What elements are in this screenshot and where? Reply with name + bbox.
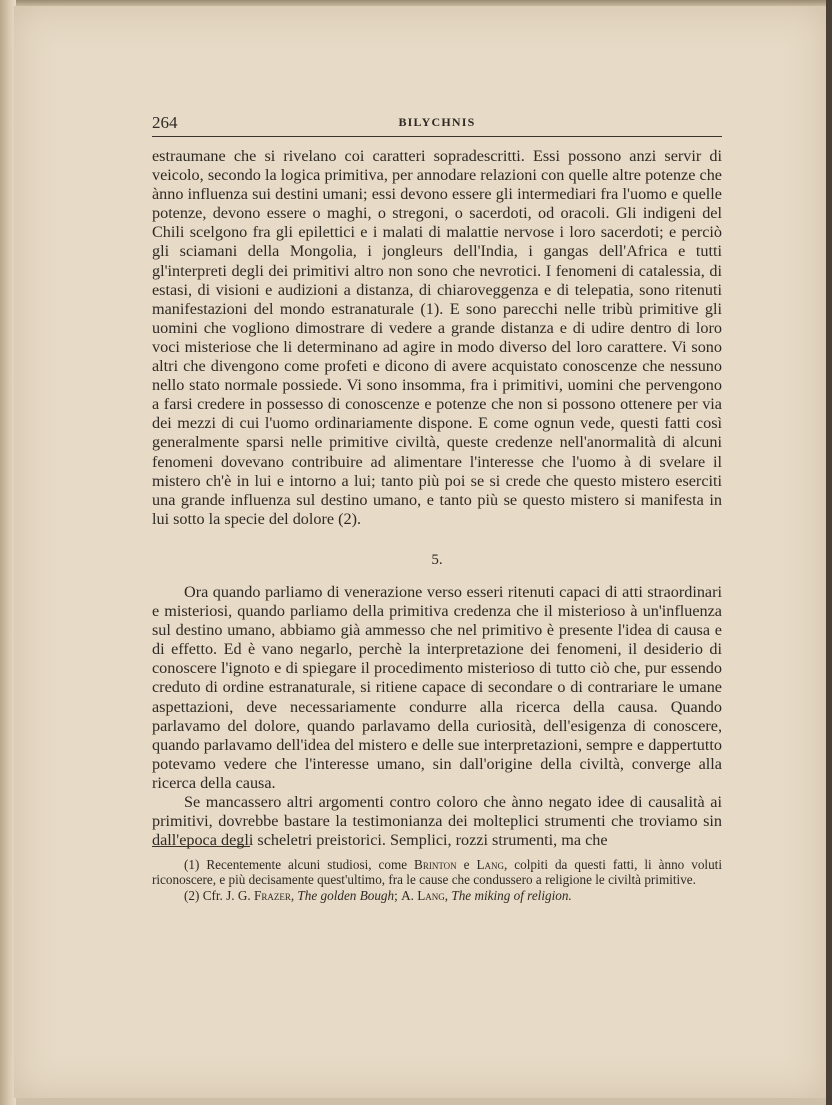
footnote-1: (1) Recentemente alcuni studiosi, come Brinton e Lang, colpiti da questi fatti, li ànno voluti riconoscere, e più decisamente quest'ultimo, fra le cause che condussero a religione le civiltà primitive. <box>152 857 722 888</box>
section-number: 5. <box>431 552 443 568</box>
continued-paragraph <box>152 147 722 529</box>
author-name: A. Lang <box>401 887 445 903</box>
author-name: Brinton <box>414 857 457 872</box>
book-title: The golden Bough <box>297 887 395 903</box>
running-title: BILYCHNIS <box>398 115 476 129</box>
footnote-marker: (2) <box>184 887 200 903</box>
page-number: 264 <box>152 113 178 132</box>
author-name: Lang <box>476 857 505 872</box>
footnotes <box>152 857 722 903</box>
book-title: The miking of religion. <box>451 887 572 903</box>
header-rule <box>152 136 722 137</box>
section-body <box>152 583 722 850</box>
body-paragraph: estraumane che si rivelano coi caratteri sopradescritti. Essi possono anzi servir di veicolo, secondo la logica primitiva, per annodare relazioni con quelle altre potenze che ànno influenza sui destini umani; essi devono essere gli intermediari fra l'uomo e quelle potenze, devono essere o maghi, o stregoni, o sacerdoti, od oracoli. Gli indigeni del Chili scelgono fra gli epilettici e i malati di malattie nervose i loro sacerdoti; e perciò gli sciamani della Mongolia, i jongleurs dell'India, i gangas dell'Africa e tutti gl'interpreti degli dei primitivi altro non sono che nevrotici. I fenomeni di catalessia, di estasi, di visioni e audizioni a distanza, di chiaroveggenza e di telepatia, sono ritenuti manifestazioni del mondo estranaturale (1). E sono parecchi nelle tribù primitive gli uomini che vogliono dimostrare di vedere a grande distanza e di udire dentro di loro voci misteriose che li determinano ad agire in modo diverso del loro carattere. Vi sono altri che divengono come profeti e dicono di avere acquistato conoscenze che nessuno nello stato normale possiede. Vi sono insomma, fra i primitivi, uomini che pervengono a farsi credere in possesso di conoscenze e potenze che non si possono ottenere per via dei mezzi di cui l'uomo ordinariamente dispone. E come ognun vede, questi fatti così generalmente sparsi nelle primitive civiltà, queste credenze nell'anormalità di alcuni fenomeni dovevano contribuire ad alimentare l'interesse che l'uomo à di svelare il mistero ch'è in lui e intorno a lui; tanto più poi se si crede che questo mistero eserciti una grande influenza sul destino umano, e tanto più se questo mistero si manifesta in lui sotto la specie del dolore (2). <box>152 147 722 528</box>
footnote-marker: (1) <box>184 857 200 872</box>
footnote-2: (2) Cfr. J. G. Frazer, The golden Bough; A. Lang, The miking of religion. <box>184 887 572 903</box>
body-paragraph: Ora quando parliamo di venerazione verso esseri ritenuti capaci di atti straordinari e misteriosi, quando parliamo della primitiva credenza che il misterioso à un'influenza sul destino umano, abbiamo già ammesso che nel primitivo è presente l'idea di causa e di effetto. Ed è vano negarlo, perchè la interpretazione dei fenomeni, il desiderio di conoscere l'ignoto e di spiegare il procedimento misterioso di tutto ciò che, pur essendo creduto di ordine estranaturale, si ritiene capace di secondare o di contrariare le umane aspettazioni, deve necessariamente condurre alla ricerca della causa. Quando parlavamo del dolore, quando parlavamo della curiosità, dell'esigenza di conoscere, quando parlavamo dell'idea del mistero e delle sue interpretazioni, sempre e dappertutto potevamo vedere che l'interesse umano, sin dall'origine della civiltà, converge alla ricerca della causa. <box>152 583 722 792</box>
author-name: J. G. Frazer <box>226 887 291 903</box>
page-right-edge <box>826 0 832 1105</box>
page-header <box>152 113 722 135</box>
body-paragraph: Se mancassero altri argomenti contro coloro che ànno negato idee di causalità ai primitivi, dovrebbe bastare la testimonianza dei molteplici strumenti che troviamo sin dall'epoca degli scheletri preistorici. Semplici, rozzi strumenti, ma che <box>152 793 722 850</box>
footnote-rule <box>152 846 250 847</box>
